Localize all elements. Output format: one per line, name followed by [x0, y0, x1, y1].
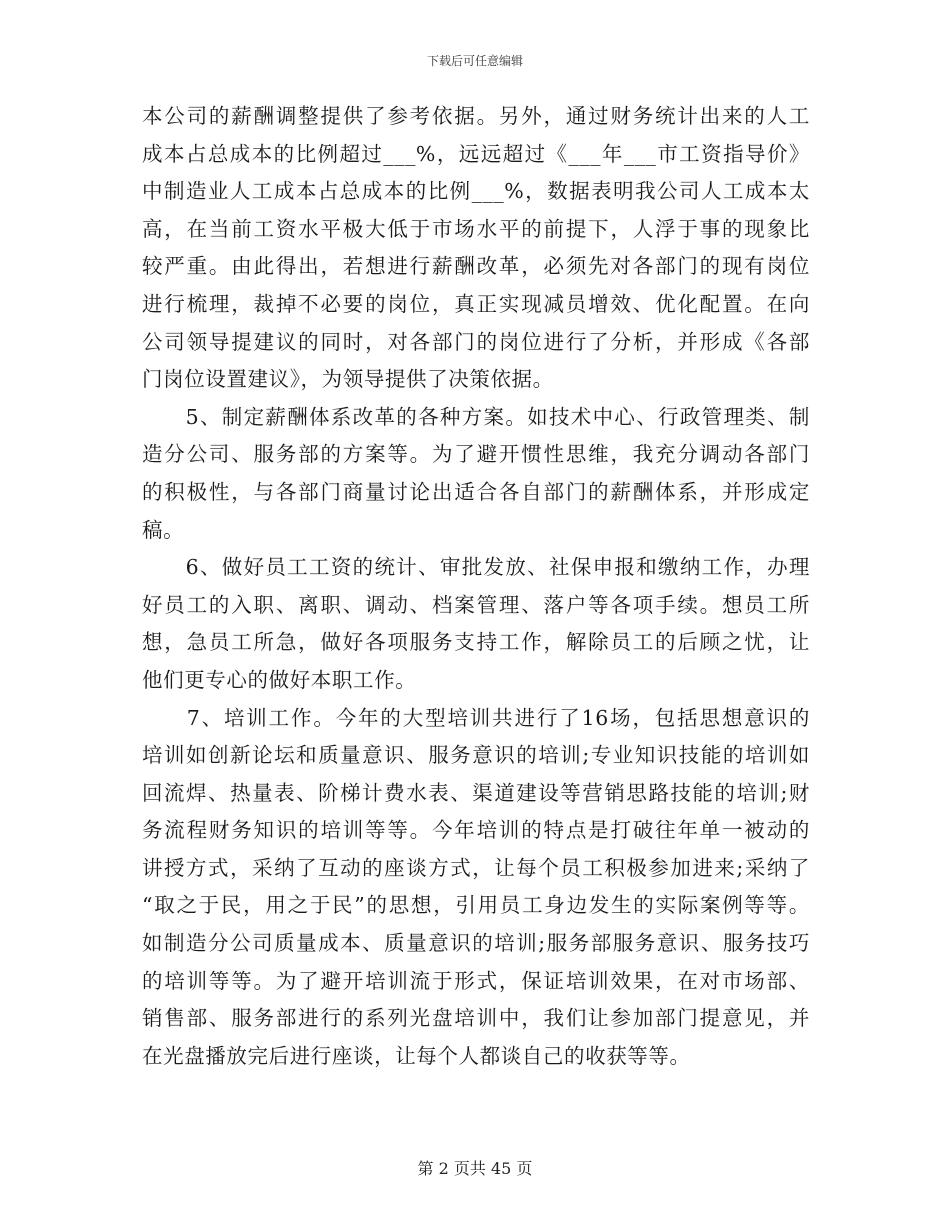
text-line: 好员工的入职、离职、调动、档案管理、落户等各项手续。想员工所 — [142, 592, 810, 617]
text-line: 回流焊、热量表、阶梯计费水表、渠道建设等营销思路技能的培训;财 — [142, 780, 810, 805]
document-body — [142, 98, 810, 1075]
text-line: “取之于民，用之于民”的思想，引用员工身边发生的实际案例等等。 — [142, 893, 810, 918]
text-line: 想，急员工所急，做好各项服务支持工作，解除员工的后顾之忧，让 — [142, 630, 810, 655]
text-line: 门岗位设置建议》，为领导提供了决策依据。 — [142, 367, 554, 392]
text-line: 的积极性，与各部门商量讨论出适合各自部门的薪酬体系，并形成定 — [142, 479, 810, 504]
text-line: 本公司的薪酬调整提供了参考依据。另外，通过财务统计出来的人工 — [142, 104, 810, 128]
page-header: 下载后可任意编辑 — [426, 54, 523, 68]
text-line: 较严重。由此得出，若想进行薪酬改革，必须先对各部门的现有岗位 — [142, 254, 810, 279]
text-line: 如制造分公司质量成本、质量意识的培训;服务部服务意识、服务技巧 — [142, 931, 810, 956]
paragraph-6 — [142, 549, 810, 699]
paragraph-5 — [142, 399, 810, 549]
text-line: 销售部、服务部进行的系列光盘培训中，我们让参加部门提意见，并 — [142, 1006, 810, 1031]
paragraph-7 — [142, 700, 810, 1076]
text-line: 成本占总成本的比例超过___%，远远超过《___年___市工资指导价》 — [142, 141, 810, 166]
text-line: 稿。 — [142, 517, 185, 542]
text-line: 他们更专心的做好本职工作。 — [142, 667, 417, 692]
text-line: 的培训等等。为了避开培训流于形式，保证培训效果，在对市场部、 — [142, 968, 810, 993]
text-line: 高，在当前工资水平极大低于市场水平的前提下，人浮于事的现象比 — [142, 216, 810, 241]
page-footer: 第 2 页共 45 页 — [417, 1159, 533, 1178]
text-line: 中制造业人工成本占总成本的比例___%，数据表明我公司人工成本太 — [142, 179, 810, 204]
text-line: 进行梳理，裁掉不必要的岗位，真正实现减员增效、优化配置。在向 — [142, 291, 810, 316]
text-line: 公司领导提建议的同时，对各部门的岗位进行了分析，并形成《各部 — [142, 329, 810, 354]
text-line: 造分公司、服务部的方案等。为了避开惯性思维，我充分调动各部门 — [142, 442, 810, 467]
text-line: 6、做好员工工资的统计、审批发放、社保申报和缴纳工作，办理 — [142, 555, 810, 580]
paragraph-1 — [142, 98, 810, 399]
text-line: 讲授方式，采纳了互动的座谈方式，让每个员工积极参加进来;采纳了 — [142, 855, 810, 880]
text-line: 7、培训工作。今年的大型培训共进行了16场，包括思想意识的 — [142, 705, 810, 730]
text-line: 务流程财务知识的培训等等。今年培训的特点是打破往年单一被动的 — [142, 818, 810, 843]
text-line: 5、制定薪酬体系改革的各种方案。如技术中心、行政管理类、制 — [142, 404, 810, 429]
text-line: 培训如创新论坛和质量意识、服务意识的培训;专业知识技能的培训如 — [142, 743, 810, 768]
text-line: 在光盘播放完后进行座谈，让每个人都谈自己的收获等等。 — [142, 1043, 691, 1068]
